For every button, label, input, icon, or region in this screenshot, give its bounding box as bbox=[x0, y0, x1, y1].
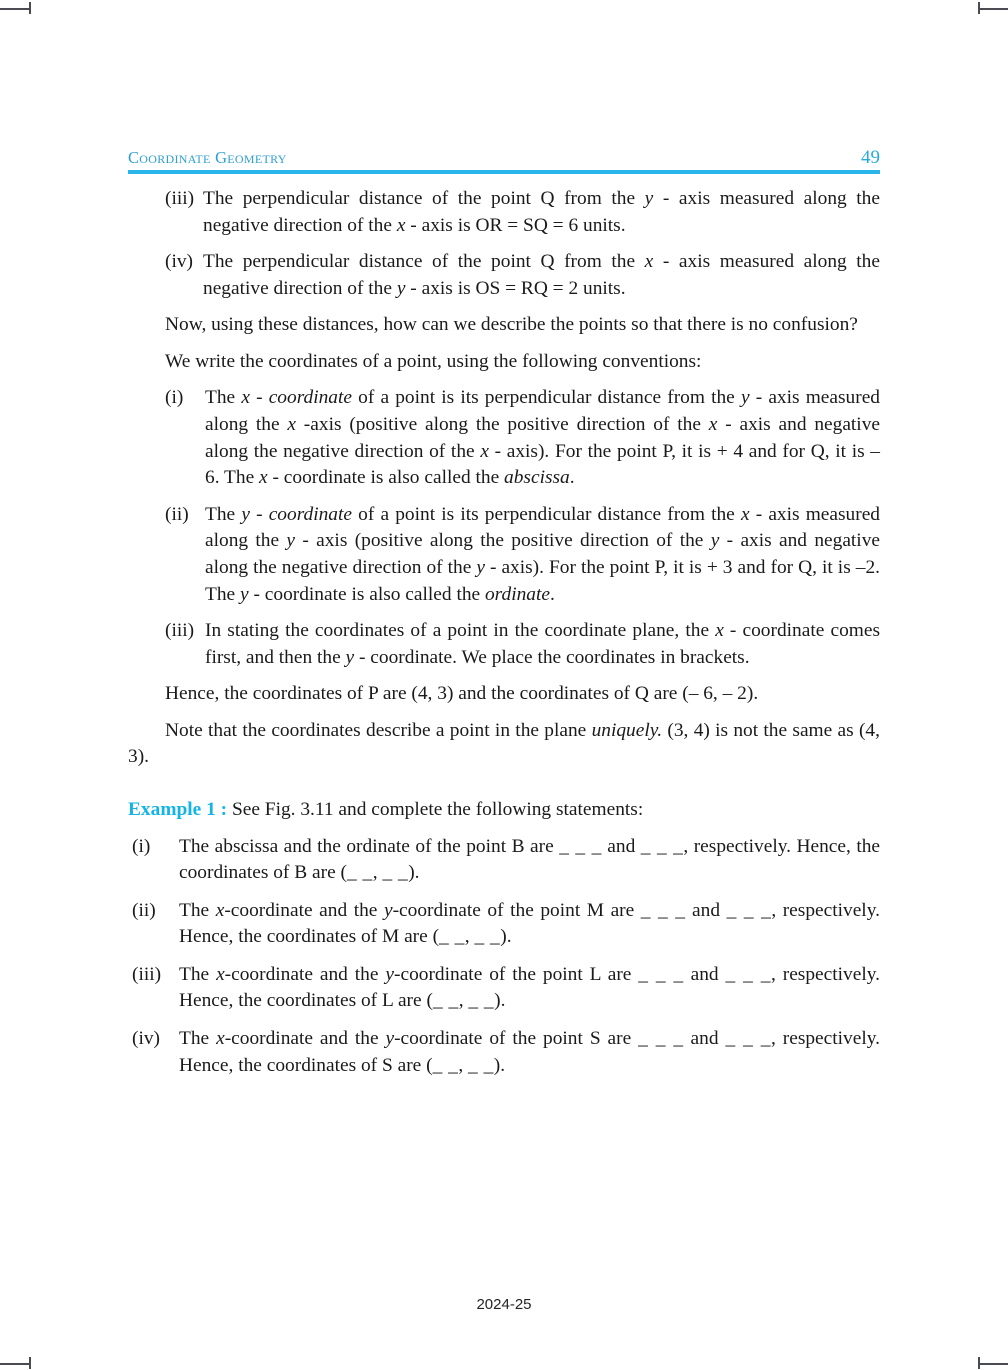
text-run: - coordinate comes first, and then the bbox=[205, 620, 880, 668]
answer-blank: _ _ _ bbox=[640, 835, 684, 857]
math-variable: y bbox=[383, 899, 393, 921]
text-run: -coordinate of the point M are bbox=[392, 899, 641, 921]
list-item-text bbox=[205, 618, 880, 671]
text-run: The abscissa and the ordinate of the point B are bbox=[179, 835, 560, 857]
math-variable: x bbox=[259, 467, 268, 489]
text-run: . bbox=[569, 467, 575, 489]
text-run: -axis (positive along the positive direction of the bbox=[296, 414, 709, 436]
math-variable: x bbox=[708, 414, 718, 436]
math-variable: y bbox=[385, 1028, 395, 1050]
text-run: The perpendicular distance of the point Q from the bbox=[203, 251, 645, 273]
answer-blank: _ _ bbox=[432, 1054, 459, 1076]
text-run: of a point is its perpendicular distance from the bbox=[352, 503, 741, 525]
text-run: of a point is its perpendicular distance from the bbox=[352, 387, 741, 409]
crop-mark-icon bbox=[29, 1357, 31, 1369]
text-run: ). bbox=[500, 926, 512, 948]
list-item bbox=[132, 834, 880, 887]
text-run: - axis measured along the negative direction of the bbox=[203, 251, 880, 299]
list-item bbox=[132, 962, 880, 1015]
page-number: 49 bbox=[861, 147, 880, 168]
text-run: The bbox=[205, 503, 242, 525]
text-run: - coordinate is also called the bbox=[267, 467, 505, 489]
list-item-text bbox=[179, 834, 880, 887]
text-run: - axis). For the point P, it is + 4 and for Q, it is – 6. The bbox=[205, 440, 881, 489]
math-variable: x bbox=[480, 440, 489, 462]
text-run: , respectively. Hence, the coordinates of S are ( bbox=[179, 1028, 881, 1076]
answer-blank: _ _ _ bbox=[726, 899, 772, 921]
math-variable: y bbox=[241, 503, 250, 525]
text-run: and bbox=[683, 1028, 726, 1050]
text-run: - axis). For the point P, it is + 3 and for Q, it is –2. The bbox=[205, 556, 880, 605]
list-item bbox=[165, 618, 880, 671]
crop-mark-icon bbox=[978, 2, 980, 14]
list-item-text bbox=[203, 249, 880, 302]
text-run: (3, 4) is not the same as (4, 3). bbox=[128, 719, 880, 768]
text-run: -coordinate and the bbox=[224, 899, 384, 921]
text-run: - axis measured along the negative direction of the bbox=[203, 188, 880, 236]
list-marker: (iii) bbox=[165, 188, 195, 209]
text-run: - axis and negative along the negative direction of the bbox=[205, 530, 880, 578]
list-item-text bbox=[205, 502, 880, 608]
list-item bbox=[132, 898, 880, 951]
math-variable: y bbox=[286, 530, 296, 552]
crop-mark-icon bbox=[978, 1363, 1008, 1365]
text-run: and bbox=[685, 899, 727, 921]
paragraph-note bbox=[128, 718, 880, 771]
text-run: , bbox=[458, 1054, 469, 1076]
math-variable: x bbox=[241, 387, 250, 409]
example-label: Example 1 : bbox=[128, 798, 228, 820]
text-run: , respectively. Hence, the coordinates of L are ( bbox=[179, 963, 880, 1012]
math-variable: y bbox=[710, 530, 720, 552]
list-item-text bbox=[179, 962, 880, 1015]
math-variable: y bbox=[240, 583, 249, 605]
math-variable: y bbox=[385, 963, 395, 985]
math-variable: y bbox=[396, 277, 406, 299]
math-variable: x bbox=[216, 1028, 225, 1050]
answer-blank: _ _ bbox=[439, 926, 465, 948]
list-marker: (ii) bbox=[132, 899, 156, 921]
paragraph-conventions-intro: We write the coordinates of a point, using the following conventions: bbox=[165, 350, 702, 372]
text-run: ). bbox=[408, 862, 420, 884]
page-content bbox=[128, 186, 880, 1090]
list-item bbox=[165, 385, 880, 491]
math-variable: y bbox=[345, 646, 355, 668]
text-run: The bbox=[179, 1028, 217, 1050]
answer-blank: _ _ bbox=[382, 862, 409, 884]
math-variable: x bbox=[740, 503, 750, 525]
answer-blank: _ _ _ bbox=[638, 963, 684, 985]
text-run: - bbox=[249, 387, 269, 409]
text-run: - axis (positive along the positive direction of the bbox=[295, 530, 711, 552]
list-item-text bbox=[179, 898, 880, 951]
paragraph-hence: Hence, the coordinates of P are (4, 3) and the coordinates of Q are (– 6, – 2). bbox=[165, 683, 759, 705]
text-run: Note that the coordinates describe a point in the plane bbox=[165, 719, 592, 741]
text-run: , respectively. Hence, the coordinates of M are ( bbox=[179, 899, 880, 948]
text-run: , bbox=[464, 926, 475, 948]
math-variable: x bbox=[644, 251, 654, 273]
answer-blank: _ _ _ bbox=[559, 835, 602, 857]
text-run: , bbox=[372, 862, 383, 884]
answer-blank: _ _ _ bbox=[640, 899, 686, 921]
header-rule bbox=[128, 170, 880, 174]
text-run: - coordinate. We place the coordinates in brackets. bbox=[354, 646, 750, 668]
math-variable: x bbox=[287, 414, 296, 436]
answer-blank: _ _ bbox=[468, 1054, 494, 1076]
math-variable: y bbox=[476, 556, 485, 578]
list-item-text bbox=[205, 385, 880, 491]
text-run: - axis measured along the bbox=[205, 387, 881, 436]
text-run: ). bbox=[493, 1054, 506, 1076]
list-marker: (ii) bbox=[165, 503, 189, 525]
page-footer: 2024-25 bbox=[476, 1296, 532, 1313]
paragraph-now: Now, using these distances, how can we describe the points so that there is no confusion? bbox=[165, 314, 858, 336]
list-marker: (iii) bbox=[165, 620, 195, 642]
math-variable: x bbox=[396, 214, 406, 236]
chapter-title: Coordinate Geometry bbox=[128, 148, 287, 167]
emphasis-term: coordinate bbox=[268, 387, 352, 409]
text-run: -coordinate of the point S are bbox=[394, 1028, 639, 1050]
answer-blank: _ _ bbox=[346, 862, 373, 884]
text-run: , bbox=[458, 990, 469, 1012]
answer-blank: _ _ _ bbox=[725, 1028, 771, 1050]
math-variable: x bbox=[715, 620, 724, 642]
list-marker: (iii) bbox=[132, 963, 162, 985]
answer-blank: _ _ _ bbox=[638, 1028, 684, 1050]
emphasis-term: coordinate bbox=[268, 503, 352, 525]
list-item-text bbox=[179, 1026, 880, 1079]
text-run: - axis is OS = RQ = 2 units. bbox=[405, 277, 626, 299]
text-run: , respectively. Hence, the coordinates of B are ( bbox=[179, 835, 881, 884]
text-run: and bbox=[601, 835, 641, 857]
answer-blank: _ _ _ bbox=[725, 963, 771, 985]
emphasis-term: abscissa bbox=[504, 467, 570, 489]
list-item bbox=[165, 186, 880, 239]
emphasis-term: uniquely. bbox=[591, 719, 663, 741]
text-run: - axis measured along the bbox=[205, 503, 881, 552]
text-run: - coordinate is also called the bbox=[248, 583, 485, 605]
text-run: The bbox=[179, 899, 216, 921]
example-block bbox=[128, 797, 880, 1079]
list-item bbox=[132, 1026, 880, 1079]
text-run: The bbox=[205, 387, 242, 409]
list-marker: (iv) bbox=[165, 251, 193, 273]
list-item bbox=[165, 502, 880, 608]
emphasis-term: ordinate bbox=[484, 583, 550, 605]
text-run: The perpendicular distance of the point Q from the bbox=[203, 188, 645, 209]
answer-blank: _ _ bbox=[468, 990, 495, 1012]
text-run: and bbox=[683, 963, 726, 985]
list-example-statements bbox=[132, 834, 880, 1080]
running-head bbox=[128, 142, 880, 170]
list-marker: (i) bbox=[165, 387, 184, 409]
text-run: -coordinate and the bbox=[224, 1028, 386, 1050]
crop-mark-icon bbox=[0, 8, 30, 10]
text-run: - axis and negative along the negative direction of the bbox=[205, 414, 881, 462]
list-marker: (iv) bbox=[132, 1028, 160, 1050]
math-variable: x bbox=[216, 963, 225, 985]
text-run: - axis is OR = SQ = 6 units. bbox=[405, 214, 626, 236]
text-run: -coordinate of the point L are bbox=[394, 963, 639, 985]
math-variable: x bbox=[215, 899, 225, 921]
math-variable: y bbox=[644, 188, 654, 209]
list-marker: (i) bbox=[132, 835, 151, 857]
list-conventions bbox=[165, 385, 880, 671]
math-variable: y bbox=[740, 387, 750, 409]
crop-mark-icon bbox=[29, 2, 31, 14]
text-run: . bbox=[549, 583, 555, 605]
text-run: -coordinate and the bbox=[224, 963, 386, 985]
text-run: ). bbox=[494, 990, 506, 1012]
text-run: - bbox=[249, 503, 269, 525]
example-lead-text: See Fig. 3.11 and complete the following statements: bbox=[227, 798, 644, 820]
crop-mark-icon bbox=[978, 8, 1008, 10]
text-run: The bbox=[179, 963, 217, 985]
crop-mark-icon bbox=[0, 1363, 30, 1365]
list-distance-statements bbox=[165, 186, 880, 302]
list-item bbox=[165, 249, 880, 302]
example-heading bbox=[128, 797, 880, 824]
list-item-text bbox=[203, 186, 880, 239]
answer-blank: _ _ bbox=[432, 990, 459, 1012]
answer-blank: _ _ bbox=[474, 926, 501, 948]
text-run: In stating the coordinates of a point in the coordinate plane, the bbox=[205, 620, 716, 642]
crop-mark-icon bbox=[978, 1357, 980, 1369]
